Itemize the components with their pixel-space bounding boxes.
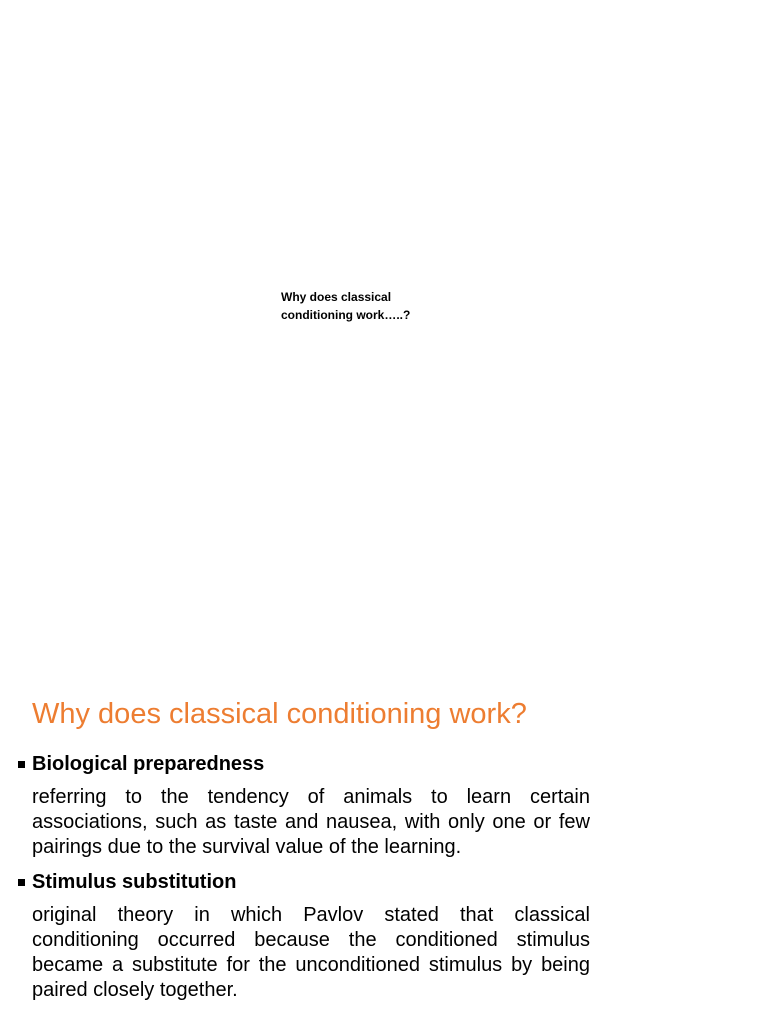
square-bullet-icon [18, 761, 25, 768]
slide-two [0, 672, 768, 1024]
bullet-heading: Stimulus substitution [32, 871, 237, 893]
slide-one-title: Why does classical conditioning work…..? [281, 290, 411, 322]
bullet-description: original theory in which Pavlov stated that classical conditioning occurred because the conditioned stimulus became a substitute for the unconditioned stimulus by being paired closely together. [32, 904, 590, 1001]
bullet-biological-preparedness [18, 750, 618, 778]
square-bullet-icon [18, 879, 25, 886]
bullet-heading: Biological preparedness [32, 753, 265, 775]
bullet-stimulus-substitution [18, 868, 618, 896]
slide-two-title: Why does classical conditioning work? [32, 698, 527, 730]
bullet-description: referring to the tendency of animals to learn certain associations, such as taste and nausea, with only one or few pairings due to the survival value of the learning. [32, 786, 590, 858]
